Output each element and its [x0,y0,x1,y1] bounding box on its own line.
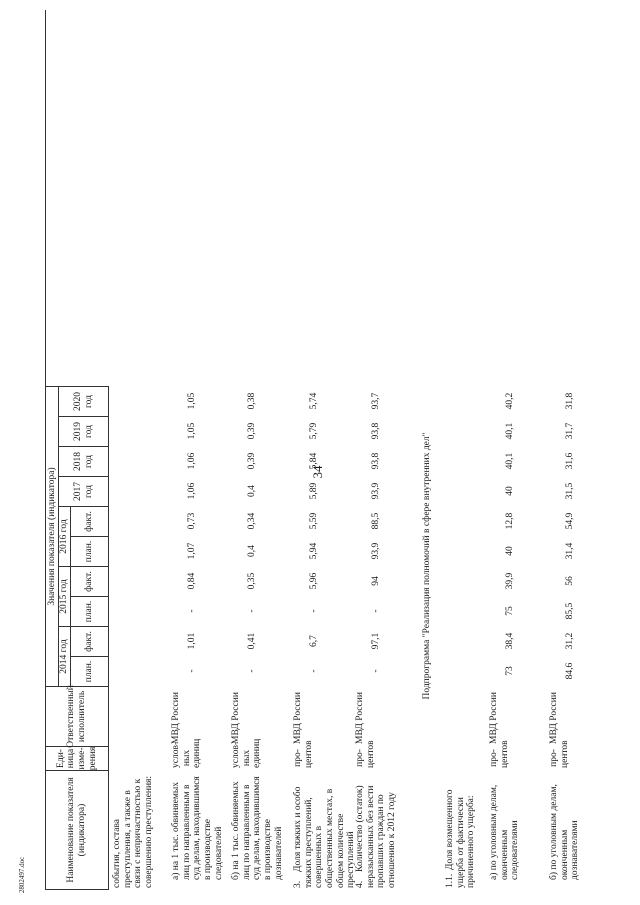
header-year-2020: 2020 год [59,386,109,416]
row-3-value: 5,96 [309,572,319,590]
row-1-1-name [441,770,487,890]
row-4-value: 94 [371,576,381,586]
row-4-value: 93,8 [371,452,381,470]
row-3-value: 5,74 [309,392,319,410]
row-5-value: 40,1 [505,452,515,470]
row-5-value: 40,2 [505,392,515,410]
row-1-value: - [187,669,197,673]
row-4-value: 97,1 [371,632,381,650]
row-5-value: 73 [505,666,515,676]
row-4-number: 4. [355,880,365,888]
header-year-2017: 2017 год [59,476,109,506]
row-1-value: 1,06 [187,482,197,500]
row-6-value: 31,7 [565,422,575,440]
row-3-executor: МВД России [293,692,303,744]
row-2-value: 0,34 [247,512,257,530]
row-3-value: 5,79 [309,422,319,440]
header-unit: Еди- ница изме- рения [46,746,109,770]
row-3-value: 5,94 [309,542,319,560]
row-3-number: 3. [293,880,303,888]
header-plan-2015: план. [71,596,109,626]
header-fact-2015: факт. [71,566,109,596]
row-3-value: - [309,669,319,673]
row-5-value: 39,9 [505,572,515,590]
row-5-value: 38,4 [505,632,515,650]
header-plan-2016: план. [71,536,109,566]
row-4-value: - [371,609,381,613]
row-2-unit: услов- ных единиц [231,738,263,768]
row-1-value: 1,06 [187,452,197,470]
row-3-unit: про- центов [293,740,314,768]
row-3-value: 6,7 [309,635,319,647]
subprogram-title: Подпрограмма "Реализация полномочий в сфере внутренних дел" [422,432,432,700]
row-6-executor: МВД России [549,692,559,744]
header-fact-2016: факт. [71,506,109,536]
row-3-value: 5,84 [309,452,319,470]
row-4-unit: про- центов [355,740,376,768]
row-1-unit: услов- ных единиц [171,738,203,768]
row-5-value: 40 [505,546,515,556]
row-3-value: - [309,609,319,613]
row-2-value: - [247,609,257,613]
row-3-name [291,770,357,890]
row-6-value: 84,6 [565,662,575,680]
row-6-value: 85,5 [565,602,575,620]
row-6-value: 31,2 [565,632,575,650]
row-4-value: 93,7 [371,392,381,410]
row-5-value: 40 [505,486,515,496]
header-year-2014: 2014 год [59,626,71,686]
footer-filename: 2802497.doc [18,856,26,894]
row-5-value: 75 [505,606,515,616]
row-2-value: 0,39 [247,422,257,440]
row-1-value: 1,05 [187,422,197,440]
row-1-value: - [187,609,197,613]
row-6-name: б) по уголовным делам, оконченным дознавателями [549,784,581,880]
header-executor: Ответственный исполнитель [46,686,109,746]
row-1-value: 1,07 [187,542,197,560]
header-name: Наименование показателя (индикатора) [46,770,109,890]
row-3-value: 5,89 [309,482,319,500]
row-4-value: 93,8 [371,422,381,440]
header-values-title: Значения показателя (индикатора) [46,386,59,686]
header-year-2015: 2015 год [59,566,71,626]
rotated-table-container [45,10,625,890]
header-year-2016: 2016 год [59,506,71,566]
row-5-name: а) по уголовным делам, оконченным следователями [489,784,521,880]
indicator-table [45,10,607,890]
row-2-value: - [247,669,257,673]
row-2-value: 0,41 [247,632,257,650]
row-1-executor: МВД России [171,692,181,744]
row-1-1-number: 1.1. [445,873,455,888]
row-6-value: 56 [565,576,575,586]
row-6-value: 31,8 [565,392,575,410]
row-1-value: 1,05 [187,392,197,410]
row-3-text: Доля тяжких и особо тяжких преступлений, совершенных в общественных местах, в общем количестве преступлений [293,786,357,888]
row-6-value: 31,6 [565,452,575,470]
row-4-value: 93,9 [371,542,381,560]
row-4-executor: МВД России [355,692,365,744]
header-fact-2014: факт. [71,626,109,656]
row-4-value: - [371,669,381,673]
row-1-name: а) на 1 тыс. обвиняемых лиц по направленным в суд делам, находившимся в производстве следователей [171,776,224,880]
row-2-name: б) на 1 тыс. обвиняемых лиц по направленным в суд делам, находившимся в производстве дознавателей [231,776,284,880]
row-5-unit: про- центов [489,740,510,768]
row-5-value: 40,1 [505,422,515,440]
row-4-text: Количество (остаток) неразысканных без вести пропавших граждан по отношению к 2012 году [355,785,397,888]
row-1-1-text: Доля возмещенного ущерба от фактически причиненного ущерба: [445,789,477,888]
page-number: 34 [310,465,325,479]
intro-text: события, состава преступления, а также в связи с непричастностью к совершению преступления: [112,775,154,888]
row-2-value: 0,4 [247,485,257,497]
row-1-value: 1,01 [187,632,197,650]
header-year-2018: 2018 год [59,446,109,476]
row-1-value: 0,84 [187,572,197,590]
row-2-value: 0,35 [247,572,257,590]
row-2-executor: МВД России [231,692,241,744]
row-3-value: 5,59 [309,512,319,530]
row-6-value: 31,5 [565,482,575,500]
row-2-value: 0,4 [247,545,257,557]
row-2-value: 0,38 [247,392,257,410]
row-4-value: 88,5 [371,512,381,530]
header-year-2019: 2019 год [59,416,109,446]
row-2-value: 0,39 [247,452,257,470]
row-4-value: 93,9 [371,482,381,500]
row-6-value: 31,4 [565,542,575,560]
header-plan-2014: план. [71,656,109,686]
row-4-name [353,770,415,890]
row-5-value: 12,8 [505,512,515,530]
row-6-unit: про- центов [549,740,570,768]
row-6-value: 54,9 [565,512,575,530]
row-1-value: 0,73 [187,512,197,530]
row-5-executor: МВД России [489,692,499,744]
